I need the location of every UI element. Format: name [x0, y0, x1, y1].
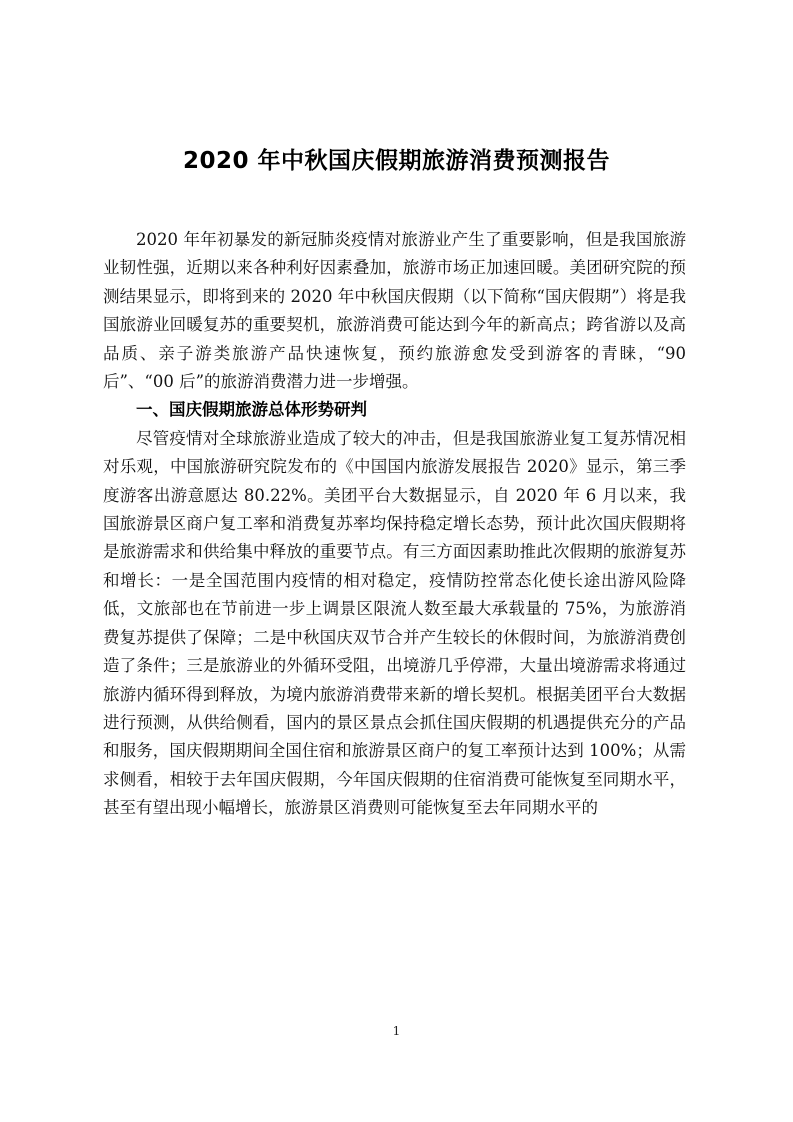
- document-body: [103, 226, 686, 823]
- document-title: 2020 年中秋国庆假期旅游消费预测报告: [182, 148, 611, 174]
- intro-paragraph: 2020 年年初暴发的新冠肺炎疫情对旅游业产生了重要影响，但是我国旅游业韧性强，近期以来各种利好因素叠加，旅游市场正加速回暖。美团研究院的预测结果显示，即将到来的 2020 年中秋国庆假期（以下简称“国庆假期”）将是我国旅游业回暖复苏的重要契机，旅游消费可能达到今年的新高点；跨省游以及高品质、亲子游类旅游产品快速恢复，预约旅游愈发受到游客的青睐，“90 后”、“00 后”的旅游消费潜力进一步增强。: [103, 230, 686, 392]
- section-paragraph: 尽管疫情对全球旅游业造成了较大的冲击，但是我国旅游业复工复苏情况相对乐观，中国旅游研究院发布的《中国国内旅游发展报告 2020》显示，第三季度游客出游意愿达 80.22%。美团平台大数据显示，自 2020 年 6 月以来，我国旅游景区商户复工率和消费复苏率均保持稳定增长态势，预计此次国庆假期将是旅游需求和供给集中释放的重要节点。有三方面因素助推此次假期的旅游复苏和增长：一是全国范围内疫情的相对稳定，疫情防控常态化使长途出游风险降低，文旅部也在节前进一步上调景区限流人数至最大承载量的 75%，为旅游消费复苏提供了保障；二是中秋国庆双节合并产生较长的休假时间，为旅游消费创造了条件；三是旅游业的外循环受阻，出境游几乎停滞，大量出境游需求将通过旅游内循环得到释放，为境内旅游消费带来新的增长契机。根据美团平台大数据进行预测，从供给侧看，国内的景区景点会抓住国庆假期的机遇提供充分的产品和服务，国庆假期期间全国住宿和旅游景区商户的复工率预计达到 100%；从需求侧看，相较于去年国庆假期，今年国庆假期的住宿消费可能恢复至同期水平，甚至有望出现小幅增长，旅游景区消费则可能恢复至去年同期水平的: [103, 428, 686, 818]
- page-number: 1: [392, 1024, 401, 1038]
- section-heading: 一、国庆假期旅游总体形势研判: [136, 400, 367, 420]
